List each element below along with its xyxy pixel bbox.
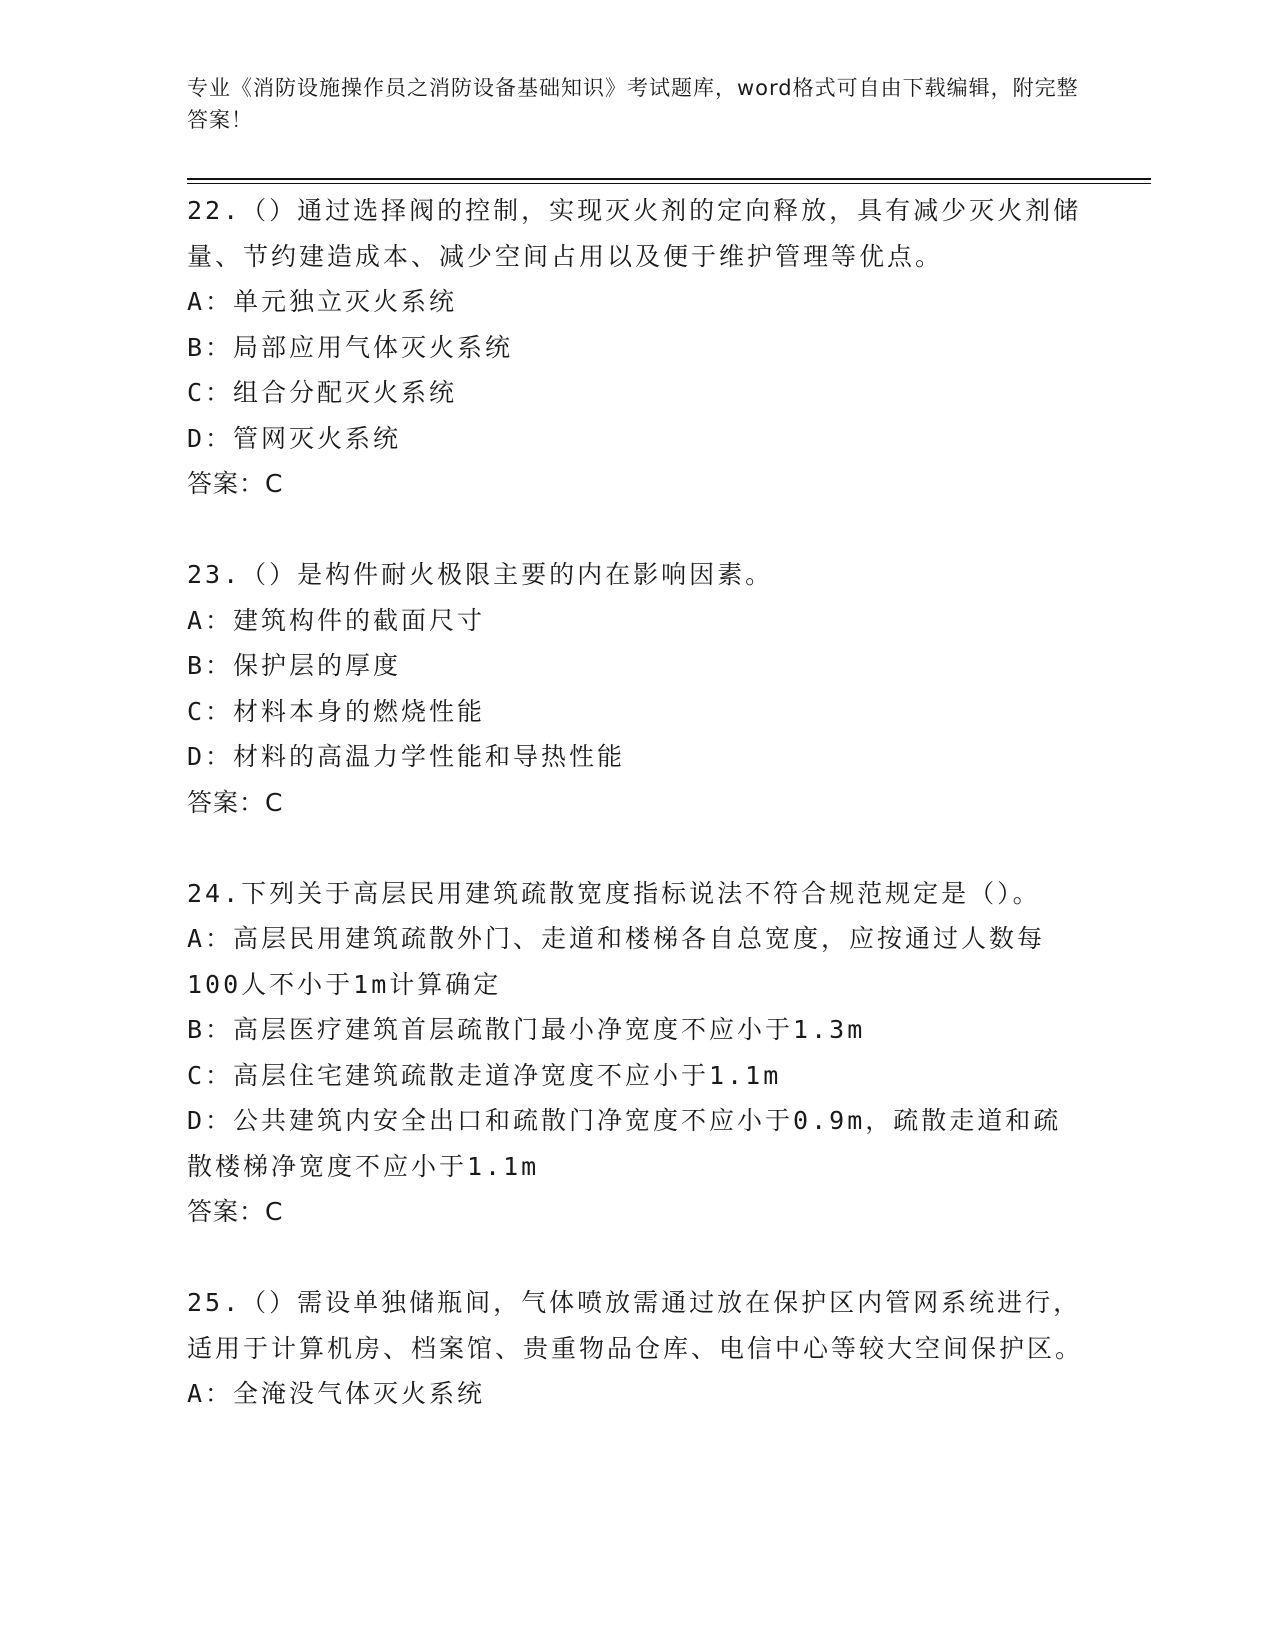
question-text: 25.（）需设单独储瓶间，气体喷放需通过放在保护区内管网系统进行，适用于计算机房、档案馆、贵重物品仓库、电信中心等较大空间保护区。 <box>187 1288 1084 1363</box>
header-divider-thick <box>187 178 1151 180</box>
option-d: D：管网灭火系统 <box>187 423 402 453</box>
question-text: 24.下列关于高层民用建筑疏散宽度指标说法不符合规范规定是（）。 <box>187 878 1041 908</box>
option-a: A：高层民用建筑疏散外门、走道和楼梯各自总宽度，应按通过人数每100人不小于1m计算确定 <box>187 924 1046 999</box>
option-a: A：全淹没气体灭火系统 <box>187 1379 486 1408</box>
option-c: C：组合分配灭火系统 <box>187 378 458 407</box>
header-divider-thin <box>187 183 1151 184</box>
question-list <box>187 188 1087 1417</box>
option-b: B：高层医疗建筑首层疏散门最小净宽度不应小于1.3m <box>187 1015 866 1044</box>
answer-text: 答案：C <box>187 1197 284 1226</box>
question-spacer <box>187 507 1087 553</box>
option-d: D：材料的高温力学性能和导热性能 <box>187 742 626 771</box>
option-c: C：高层住宅建筑疏散走道净宽度不应小于1.1m <box>187 1060 782 1090</box>
question-block <box>187 188 1087 507</box>
option-a: A：单元独立灭火系统 <box>187 287 458 316</box>
question-text: 22.（）通过选择阀的控制，实现灭火剂的定向释放，具有减少灭火剂储量、节约建造成本、减少空间占用以及便于维护管理等优点。 <box>187 196 1082 271</box>
option-b: B：保护层的厚度 <box>187 651 402 680</box>
question-spacer <box>187 1235 1087 1281</box>
question-spacer <box>187 825 1087 871</box>
document-header: 专业《消防设施操作员之消防设备基础知识》考试题库，word格式可自由下载编辑，附完整答案！ <box>187 76 1079 132</box>
option-d: D：公共建筑内安全出口和疏散门净宽度不应小于0.9m，疏散走道和疏散楼梯净宽度不应小于1.1m <box>187 1106 1062 1181</box>
answer-text: 答案：C <box>187 787 284 817</box>
question-block <box>187 552 1087 825</box>
question-text: 23.（）是构件耐火极限主要的内在影响因素。 <box>187 560 774 589</box>
answer-text: 答案：C <box>187 469 284 498</box>
option-b: B：局部应用气体灭火系统 <box>187 332 514 362</box>
option-a: A：建筑构件的截面尺寸 <box>187 605 486 635</box>
question-block <box>187 1280 1087 1417</box>
question-block <box>187 871 1087 1235</box>
option-c: C：材料本身的燃烧性能 <box>187 696 486 726</box>
